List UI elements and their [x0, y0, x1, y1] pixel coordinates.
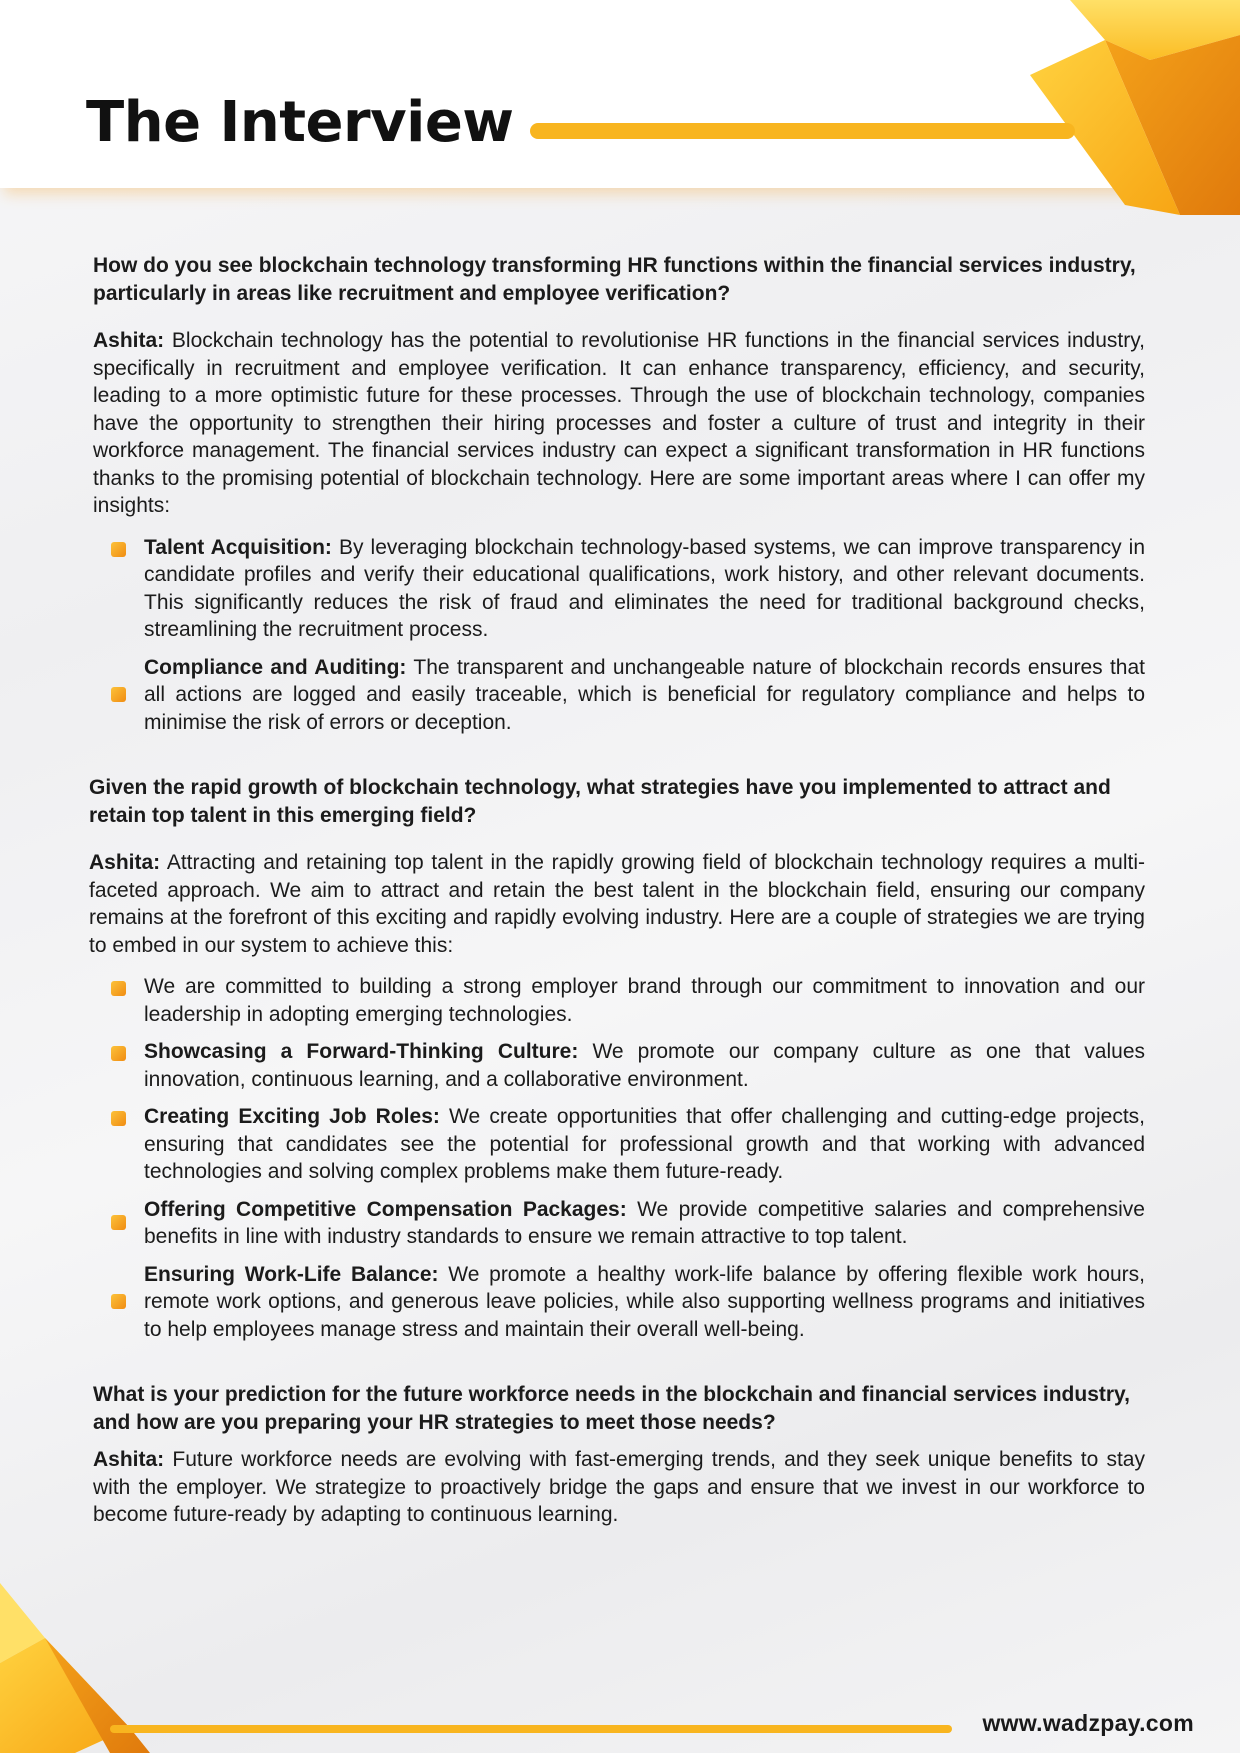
list-item — [93, 973, 1145, 1028]
list-item — [93, 1261, 1145, 1344]
bullet-text: By leveraging blockchain technology-based systems, we can improve transparency in candidate profiles and verify their educational qualifications, work history, and other relevant documents. This significantly reduces the risk of fraud and eliminates the need for traditional background checks, streamlining the recruitment process. — [144, 535, 1145, 641]
bullet-text: We are committed to building a strong employer brand through our commitment to innovation and our leadership in adopting emerging technologies. — [144, 975, 1145, 1026]
bullet-text: We create opportunities that offer challenging and cutting-edge projects, ensuring that candidates see the potential for professional growth and that working with advanced technologies and solving complex problems make them future-ready. — [144, 1105, 1145, 1183]
answer-1 — [93, 327, 1145, 520]
list-item — [93, 1196, 1145, 1251]
question-3: What is your prediction for the future workforce needs in the blockchain and financial services industry, and how are you preparing your HR strategies to meet those needs? — [93, 1383, 1130, 1434]
answer-text: Attracting and retaining top talent in the rapidly growing field of blockchain technology requires a multi-faceted approach. We aim to attract and retain the best talent in the blockchain field, ensuring our company remains at the forefront of this exciting and rapidly evolving industry. Here are a couple of strategies we are trying to embed in our system to achieve this: — [89, 851, 1145, 957]
speaker-name: Ashita: — [93, 329, 165, 352]
answer-text: Future workforce needs are evolving with fast-emerging trends, and they seek unique benefits to stay with the employer. We strategize to proactively bridge the gaps and ensure that we invest in our workforce to become future-ready by adapting to continuous learning. — [93, 1448, 1145, 1526]
list-item — [93, 654, 1145, 737]
bullet-text: We promote a healthy work-life balance by offering flexible work hours, remote work options, and generous leave policies, while also supporting wellness programs and initiatives to help employees manage stress and maintain their overall well-being. — [144, 1262, 1145, 1341]
answer-3 — [93, 1446, 1145, 1529]
list-item — [93, 534, 1145, 644]
interview-content — [89, 252, 1146, 1543]
answer-2 — [89, 849, 1145, 959]
bullet-text: We provide competitive salaries and comprehensive benefits in line with industry standards to ensure we remain attractive to top talent. — [144, 1197, 1145, 1248]
bullet-list-2 — [93, 973, 1145, 1343]
answer-text: Blockchain technology has the potential to revolutionise HR functions in the financial services industry, specifically in recruitment and employee verification. It can enhance transparency, efficiency, and security, leading to a more optimistic future for these processes. Through the use of blockchain technology, companies have the opportunity to strengthen their hiring processes and foster a culture of trust and integrity in their workforce management. The financial services industry can expect a significant transformation in HR functions thanks to the promising potential of blockchain technology. Here are some important areas where I can offer my insights: — [93, 329, 1145, 517]
page-title: The Interview — [86, 90, 514, 155]
bullet-title: Showcasing a Forward-Thinking Culture: — [144, 1040, 579, 1063]
bullet-title: Talent Acquisition: — [144, 535, 332, 559]
bullet-square-icon — [111, 1294, 126, 1309]
question-2: Given the rapid growth of blockchain technology, what strategies have you implemented to attract and retain top talent in this emerging field? — [89, 776, 1111, 827]
bullet-title: Creating Exciting Job Roles: — [144, 1105, 440, 1128]
bullet-title: Offering Competitive Compensation Packages: — [144, 1197, 627, 1221]
bullet-square-icon — [111, 1215, 126, 1230]
bullet-title: Compliance and Auditing: — [144, 655, 407, 679]
list-item — [93, 1038, 1145, 1093]
qa-section-1 — [93, 252, 1145, 736]
cube-decoration-top-right — [1010, 0, 1240, 215]
speaker-name: Ashita: — [89, 851, 161, 874]
title-underline — [530, 123, 1075, 139]
list-item — [93, 1103, 1145, 1186]
bullet-text: The transparent and unchangeable nature of blockchain records ensures that all actions are logged and easily traceable, which is beneficial for regulatory compliance and helps to minimise the risk of errors or deception. — [144, 655, 1146, 734]
bullet-square-icon — [111, 542, 126, 557]
bullet-square-icon — [111, 687, 126, 702]
question-1: How do you see blockchain technology transforming HR functions within the financial services industry, particularly in areas like recruitment and employee verification? — [93, 254, 1136, 305]
footer-line — [110, 1725, 952, 1733]
qa-section-2 — [89, 774, 1145, 1343]
bullet-list-1 — [93, 534, 1145, 737]
bullet-title: Ensuring Work-Life Balance: — [144, 1262, 439, 1286]
bullet-text: We promote our company culture as one that values innovation, continuous learning, and a collaborative environment. — [144, 1040, 1145, 1091]
speaker-name: Ashita: — [93, 1448, 165, 1471]
bullet-square-icon — [111, 981, 126, 996]
bullet-square-icon — [111, 1046, 126, 1061]
website-link[interactable]: www.wadzpay.com — [982, 1710, 1194, 1736]
bullet-square-icon — [111, 1111, 126, 1126]
qa-section-3 — [93, 1381, 1145, 1529]
